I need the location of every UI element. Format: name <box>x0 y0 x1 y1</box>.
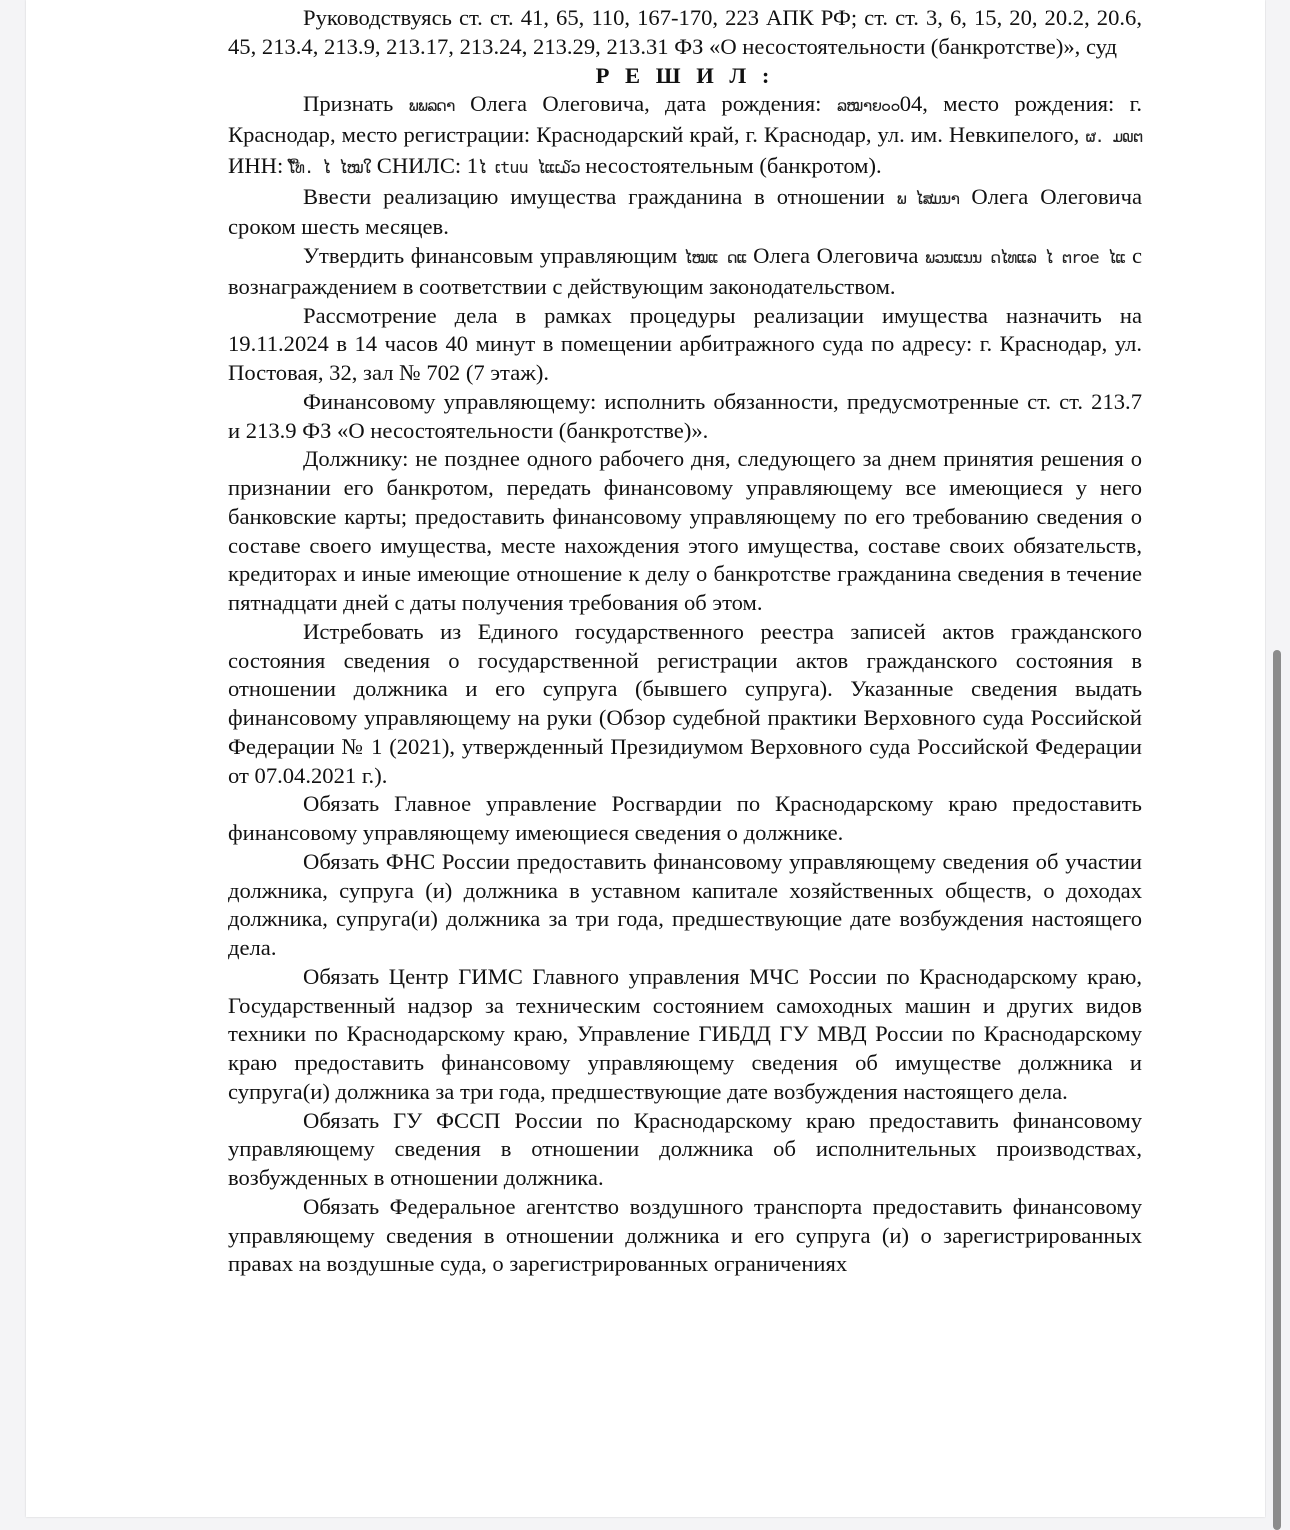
paragraph-property-realization <box>228 183 1142 243</box>
redacted-snils: ໄ ເtuu ໄແເ໓ວ <box>478 158 580 178</box>
paragraph-manager-duties: Финансовому управляющему: исполнить обязанности, предусмотренные ст. ст. 213.7 и 213.9 ФЗ «О несостоятельности (банкротстве)». <box>228 388 1142 443</box>
text-segment: Утвердить финансовым управляющим <box>303 243 684 268</box>
paragraph-gims-gibdd: Обязать Центр ГИМС Главного управления МЧС России по Краснодарскому краю, Государственный надзор за техническим состоянием самоходных машин и других видов техники по Краснодарскому краю, Управление ГИБДД ГУ МВД России по Краснодарскому краю предоставить финансовому управляющему сведения об имуществе должника и супруга(и) должника за три года, предшествующие дате возбуждения настоящего дела. <box>228 963 1142 1104</box>
paragraph-air-transport: Обязать Федеральное агентство воздушного транспорта предоставить финансовому управляющему сведения в отношении должника и его супруга (и) о зарегистрированных правах на воздушные суда, о зарегистрированных ограничениях <box>228 1193 1142 1277</box>
paragraph-financial-manager <box>228 242 1142 302</box>
redacted-birthdate: ລໝາຍ๐๐ <box>836 96 900 116</box>
redacted-surname: ພພລດາ <box>408 96 455 116</box>
document-page <box>26 0 1265 1517</box>
text-segment: ИНН: <box>228 152 289 178</box>
paragraph-recognize-bankrupt <box>228 90 1142 182</box>
text-segment: Олега Олеговича, дата рождения: <box>454 91 837 117</box>
text-segment: несостоятельным (банкротом). <box>579 152 882 178</box>
text-segment: с вознаграждением в соответствии с действующим законодательством. <box>228 243 1142 299</box>
paragraph-hearing-date: Рассмотрение дела в рамках процедуры реализации имущества назначить на 19.11.2024 в 14 часов 40 минут в помещении арбитражного суда по адресу: г. Краснодар, ул. Постовая, 32, зал № 702 (7 этаж). <box>228 302 1142 385</box>
text-segment: Олега Олеговича сроком шесть месяцев. <box>228 183 1143 240</box>
redacted-surname: ພ ໄສມນາ <box>896 189 960 209</box>
scrollbar-thumb[interactable] <box>1273 650 1281 1530</box>
redacted-manager-name: ໄໝແ ດແ <box>683 248 747 268</box>
redacted-manager-org: ພວນແນນ ດໄທແລ ໄ ຕroe ໄແ <box>925 248 1126 268</box>
paragraph-fssp: Обязать ГУ ФССП России по Краснодарскому краю предоставить финансовому управляющему сведения в отношении должника об исполнительных производствах, возбужденных в отношении должника. <box>228 1107 1142 1190</box>
document-body <box>228 4 1142 1279</box>
redacted-address: ຜ. ມ໙ຕ <box>1085 127 1142 147</box>
scrollbar-track[interactable] <box>1266 0 1290 1517</box>
text-segment: Ввести реализацию имущества гражданина в отношении <box>303 183 897 209</box>
paragraph-debtor-duties: Должнику: не позднее одного рабочего дня, следующего за днем принятия решения о признании его банкротом, передать финансовому управляющему все имеющиеся у него банковские карты; предоставить финансовому управляющему по его требованию сведения о составе своего имущества, месте нахождения этого имущества, составе своих обязательств, кредиторах и иные имеющие отношение к делу о банкротстве гражданина сведения в течение пятнадцати дней с даты получения требования об этом. <box>228 446 1142 615</box>
text-segment: СНИЛС: 1 <box>371 152 479 178</box>
decision-heading: Р Е Ш И Л : <box>595 62 775 88</box>
paragraph-intro: Руководствуясь ст. ст. 41, 65, 110, 167-170, 223 АПК РФ; ст. ст. 3, 6, 15, 20, 20.2, 20.6, 45, 213.4, 213.9, 213.17, 213.24, 213.29, 213.31 ФЗ «О несостоятельности (банкротстве)», суд <box>228 5 1142 59</box>
paragraph-fns: Обязать ФНС России предоставить финансовому управляющему сведения об участии должника, супруга (и) должника в уставном капитале хозяйственных обществ, о доходах должника, супруга(и) должника за три года, предшествующие дате возбуждения настоящего дела. <box>228 848 1142 960</box>
text-segment: Признать <box>303 91 409 117</box>
text-segment: 04, место рождения: г. Краснодар, место регистрации: Краснодарский край, г. Краснодар, ул. им. Невкипелого, <box>228 91 1142 147</box>
paragraph-civil-registry: Истребовать из Единого государственного реестра записей актов гражданского состояния сведения о государственной регистрации актов гражданского состояния в отношении должника и его супруга (бывшего супруга). Указанные сведения выдать финансовому управляющему на руки (Обзор судебной практики Верховного суда Российской Федерации № 1 (2021), утвержденный Президиумом Верховного суда Российской Федерации от 07.04.2021 г.). <box>228 618 1142 788</box>
text-segment: Олега Олеговича <box>746 243 926 268</box>
paragraph-rosgvardia: Обязать Главное управление Росгвардии по Краснодарскому краю предоставить финансовому управляющему имеющиеся сведения о должнике. <box>228 791 1142 845</box>
redacted-inn: ີ່ໂທ. ໄ ໄໝໃ <box>288 158 372 178</box>
